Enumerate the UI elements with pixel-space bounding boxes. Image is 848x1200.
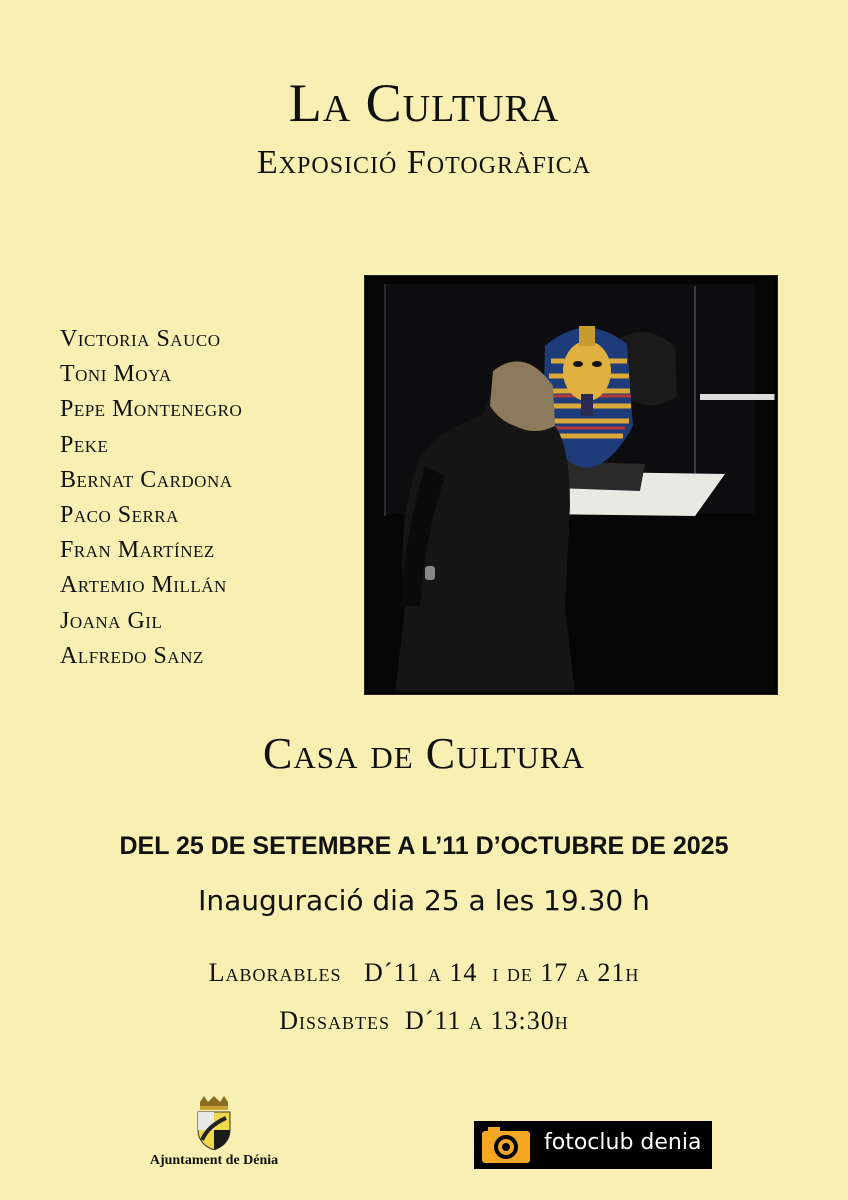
pharaoh-mask-exhibit-photo — [365, 276, 777, 694]
exhibition-dates: DEL 25 DE SETEMBRE A L’11 D’OCTUBRE DE 2025 — [119, 832, 729, 860]
artist-name: Joana Gil — [60, 607, 163, 634]
council-name: Ajuntament de Dénia — [149, 1153, 279, 1168]
fotoclub-logo — [474, 1121, 712, 1169]
coat-of-arms-icon — [194, 1096, 234, 1150]
artist-name: Pepe Montenegro — [60, 396, 243, 423]
artist-name: Victoria Sauco — [60, 326, 221, 352]
poster-title: La Cultura — [288, 73, 560, 133]
exhibit-photo — [365, 276, 777, 694]
artist-name: Peke — [60, 431, 109, 458]
poster-subtitle: Exposició Fotogràfica — [256, 144, 592, 181]
opening-time: Inauguració dia 25 a les 19.30 h — [198, 884, 650, 917]
weekday-hours: Laborables D´11 a 14 i de 17 a 21h — [208, 958, 640, 987]
fotoclub-name: fotoclub denia — [544, 1130, 702, 1155]
camera-icon — [482, 1127, 530, 1163]
artist-name: Bernat Cardona — [60, 466, 233, 493]
artist-name: Artemio Millán — [60, 572, 227, 599]
saturday-hours: Dissabtes D´11 a 13:30h — [279, 1006, 569, 1035]
artist-list — [60, 322, 242, 674]
artist-name: Alfredo Sanz — [60, 642, 204, 669]
venue-name: Casa de Cultura — [263, 729, 585, 778]
artist-name: Fran Martínez — [60, 537, 215, 564]
artist-name: Toni Moya — [60, 361, 172, 388]
artist-name: Paco Serra — [60, 502, 179, 529]
